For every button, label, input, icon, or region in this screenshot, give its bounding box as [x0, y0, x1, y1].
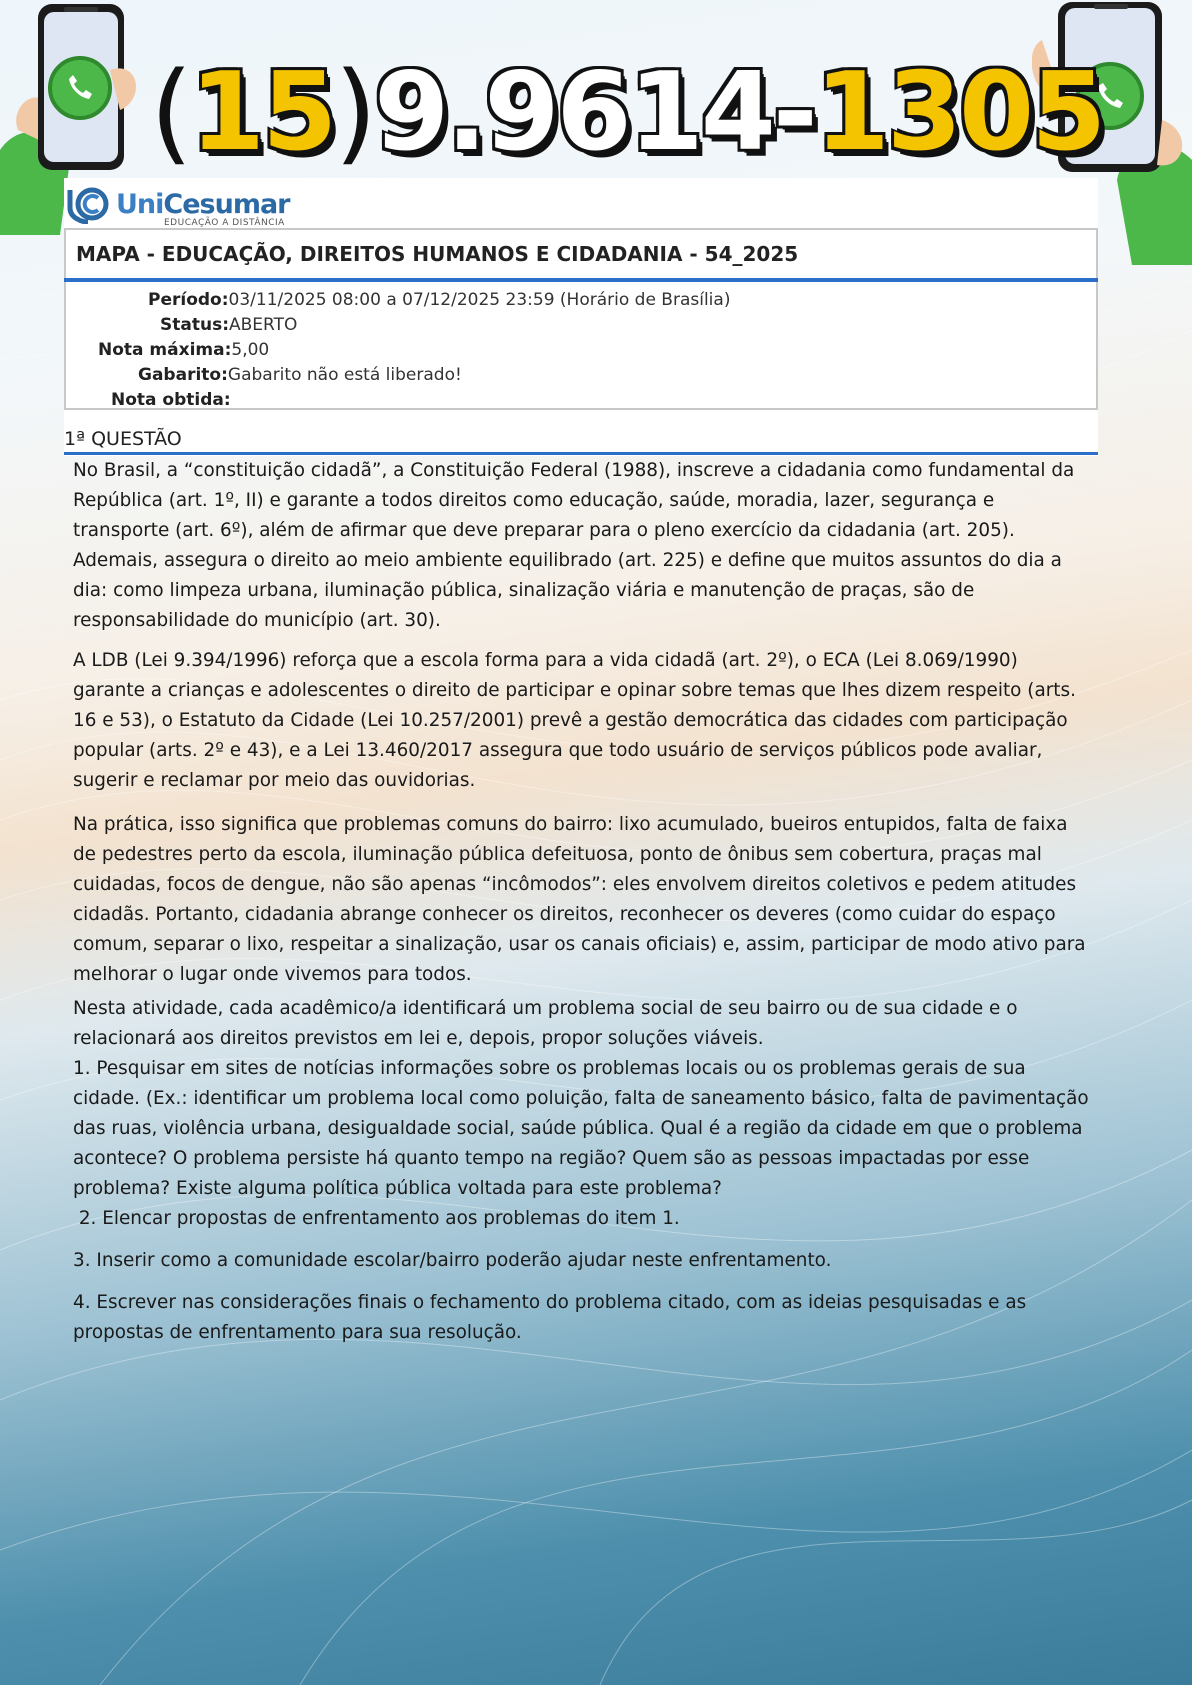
- nota-obtida-row: [111, 390, 231, 410]
- nota-maxima-value: 5,00: [231, 340, 270, 360]
- unicesumar-logo-icon: [64, 184, 112, 224]
- nota-maxima-label: Nota máxima:: [98, 340, 232, 360]
- gabarito-label: Gabarito:: [138, 365, 228, 385]
- paragraph-practice: Na prática, isso significa que problemas comuns do bairro: lixo acumulado, bueiros entupidos, falta de faixa de pedestres perto da escola, iluminação pública defeituosa, ponto de ônibus sem cobertura, praças mal cuidadas, focos de dengue, não são apenas “incômodos”: eles envolvem direitos coletivos e pedem atitudes cidadãs. Portanto, cidadania abrange conhecer os direitos, reconhecer os deveres (como cuidar do espaço comum, separar o lixo, respeitar a sinalização, usar os canais oficiais) e, assim, participar de modo ativo para melhorar o lugar onde vivemos para todos.: [73, 814, 1086, 985]
- phone-paren-open: (: [150, 48, 190, 176]
- status-label: Status:: [160, 315, 229, 335]
- phone-part1: 9.96: [374, 49, 629, 175]
- logo-cesumar: Cesumar: [163, 188, 290, 220]
- title-box: [64, 228, 1098, 280]
- gabarito-row: [138, 365, 462, 385]
- info-box: [64, 282, 1098, 410]
- periodo-label: Período:: [148, 290, 229, 310]
- gabarito-value: Gabarito não está liberado!: [227, 365, 462, 385]
- instruction-item-3: 3. Inserir como a comunidade escolar/bairro poderão ajudar neste enfrentamento.: [73, 1250, 832, 1271]
- question-divider: [64, 452, 1098, 455]
- question-body: [73, 456, 1093, 1348]
- nota-maxima-row: [98, 340, 269, 360]
- paragraph-constitution: No Brasil, a “constituição cidadã”, a Constituição Federal (1988), inscreve a cidadania como fundamental da República (art. 1º, II) e garante a todos direitos como educação, saúde, moradia, lazer, segurança e transporte (art. 6º), além de afirmar que deve preparar para o pleno exercício da cidadania (art. 205). Ademais, assegura o direito ao meio ambiente equilibrado (art. 225) e define que muitos assuntos do dia a dia: como limpeza urbana, iluminação pública, sinalização viária e manutenção de praças, são de responsabilidade do município (art. 30).: [73, 460, 1075, 631]
- logo-uni: Uni: [116, 188, 164, 220]
- status-row: [160, 315, 297, 335]
- phone-area-code: 15: [189, 49, 335, 175]
- assignment-title: MAPA - EDUCAÇÃO, DIREITOS HUMANOS E CIDADANIA - 54_2025: [76, 242, 799, 266]
- question-header: 1ª QUESTÃO: [64, 428, 182, 450]
- phone-number-banner: [150, 48, 1104, 176]
- phone-part2: 14-: [628, 49, 815, 175]
- periodo-value: 03/11/2025 08:00 a 07/12/2025 23:59 (Horário de Brasília): [228, 290, 731, 310]
- phone-paren-close: ): [334, 48, 375, 176]
- paragraph-activity: Nesta atividade, cada acadêmico/a identificará um problema social de seu bairro ou de sua cidade e o relacionará aos direitos previstos em lei e, depois, propor soluções viáveis.: [73, 998, 1018, 1049]
- logo-wordmark: [116, 189, 290, 220]
- paragraph-laws: A LDB (Lei 9.394/1996) reforça que a escola forma para a vida cidadã (art. 2º), o ECA (Lei 8.069/1990) garante a crianças e adolescentes o direito de participar e opinar sobre temas que lhes dizem respeito (arts. 16 e 53), o Estatuto da Cidade (Lei 10.257/2001) prevê a gestão democrática das cidades com participação popular (arts. 2º e 43), e a Lei 13.460/2017 assegura que todo usuário de serviços públicos pode avaliar, sugerir e reclamar por meio das ouvidorias.: [73, 650, 1076, 791]
- assignment-card: [64, 178, 1098, 456]
- instruction-item-4: 4. Escrever nas considerações finais o fechamento do problema citado, com as ideias pesquisadas e as propostas de enfrentamento para sua resolução.: [73, 1292, 1027, 1343]
- periodo-row: [148, 290, 730, 310]
- logo-subtitle: EDUCAÇÃO A DISTÂNCIA: [164, 218, 285, 228]
- instruction-item-2: 2. Elencar propostas de enfrentamento aos problemas do item 1.: [73, 1208, 680, 1229]
- status-value: ABERTO: [229, 315, 298, 335]
- nota-obtida-label: Nota obtida:: [111, 390, 231, 410]
- phone-part3: 1305: [814, 49, 1104, 175]
- instruction-item-1: 1. Pesquisar em sites de notícias informações sobre os problemas locais ou os problemas gerais de sua cidade. (Ex.: identificar um problema local como poluição, falta de saneamento básico, falta de pavimentação das ruas, violência urbana, desigualdade social, saúde pública. Qual é a região da cidade em que o problema acontece? O problema persiste há quanto tempo na região? Quem são as pessoas impactadas por esse problema? Existe alguma política pública voltada para este problema?: [73, 1058, 1089, 1199]
